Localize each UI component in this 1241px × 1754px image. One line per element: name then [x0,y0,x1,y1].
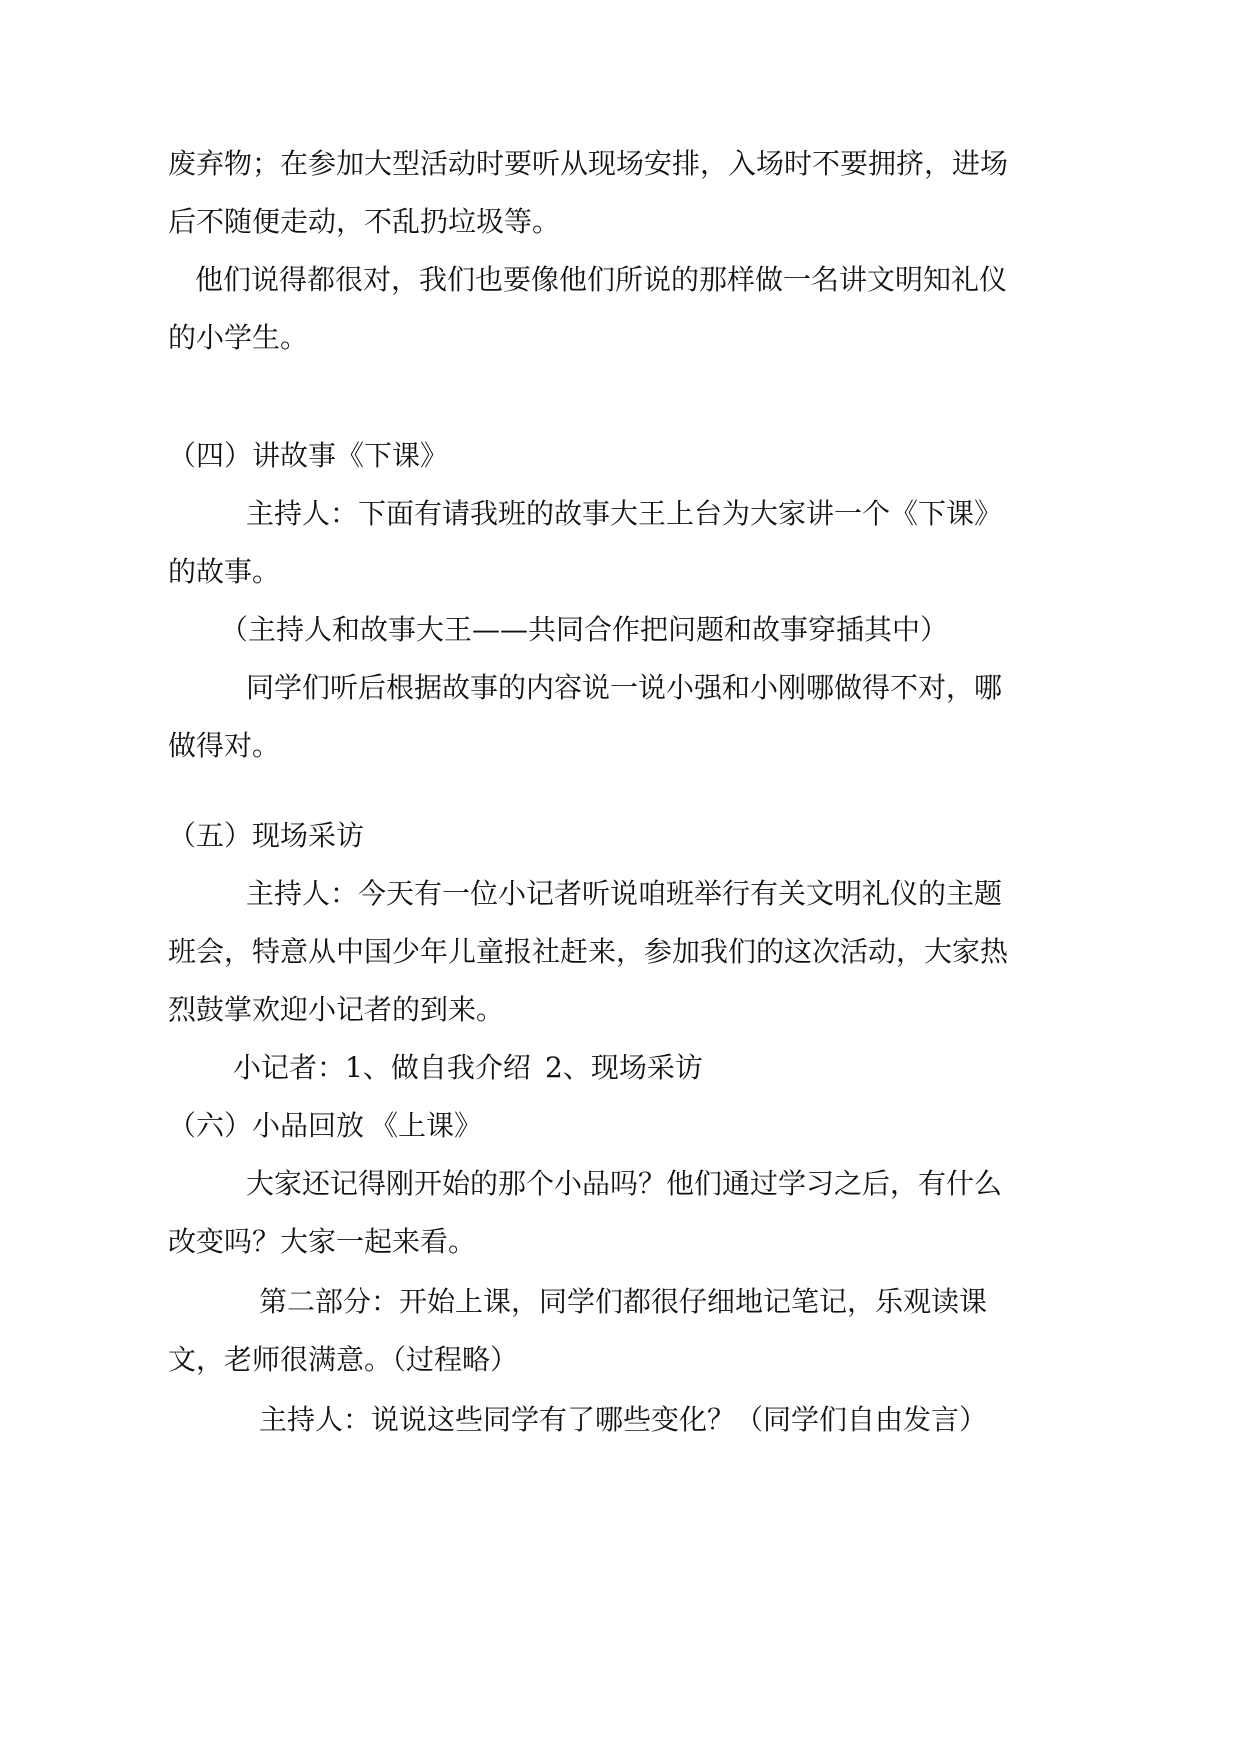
paragraph-line: 的故事。 [168,555,281,588]
section-heading: （五）现场采访 [168,819,365,852]
paragraph-line: 废弃物；在参加大型活动时要听从现场安排，入场时不要拥挤，进场 [168,147,1009,180]
paragraph-line: 大家还记得刚开始的那个小品吗？他们通过学习之后，有什么 [246,1167,1003,1200]
paragraph-line: 同学们听后根据故事的内容说一说小强和小刚哪做得不对，哪 [246,671,1003,704]
paragraph-line: 的小学生。 [168,321,309,354]
section-heading-title: 《上课》 [370,1109,483,1142]
section-heading: （四）讲故事《下课》 [168,439,449,472]
paragraph-line: 后不随便走动，不乱扔垃圾等。 [168,205,561,238]
section-heading: （六）小品回放 [168,1109,365,1142]
paragraph-line: 他们说得都很对，我们也要像他们所说的那样做一名讲文明知礼仪 [195,263,1008,296]
paragraph-line: （主持人和故事大王——共同合作把问题和故事穿插其中） [220,613,949,646]
paragraph-line: 第二部分：开始上课，同学们都很仔细地记笔记，乐观读课 [259,1285,988,1318]
paragraph-line: 主持人：今天有一位小记者听说咱班举行有关文明礼仪的主题 [246,877,1003,910]
paragraph-line: 主持人：下面有请我班的故事大王上台为大家讲一个《下课》 [246,497,1003,530]
paragraph-line: 烈鼓掌欢迎小记者的到来。 [168,993,505,1026]
paragraph-line: 改变吗？大家一起来看。 [168,1225,477,1258]
paragraph-line: 主持人：说说这些同学有了哪些变化？（同学们自由发言） [259,1403,988,1436]
paragraph-line: 文，老师很满意。（过程略） [168,1343,519,1376]
paragraph-line: 班会，特意从中国少年儿童报社赶来，参加我们的这次活动，大家热 [168,935,1009,968]
paragraph-line: 2、现场采访 [545,1051,703,1084]
paragraph-line: 做得对。 [168,729,281,762]
paragraph-line: 小记者：1、做自我介绍 [233,1051,531,1084]
